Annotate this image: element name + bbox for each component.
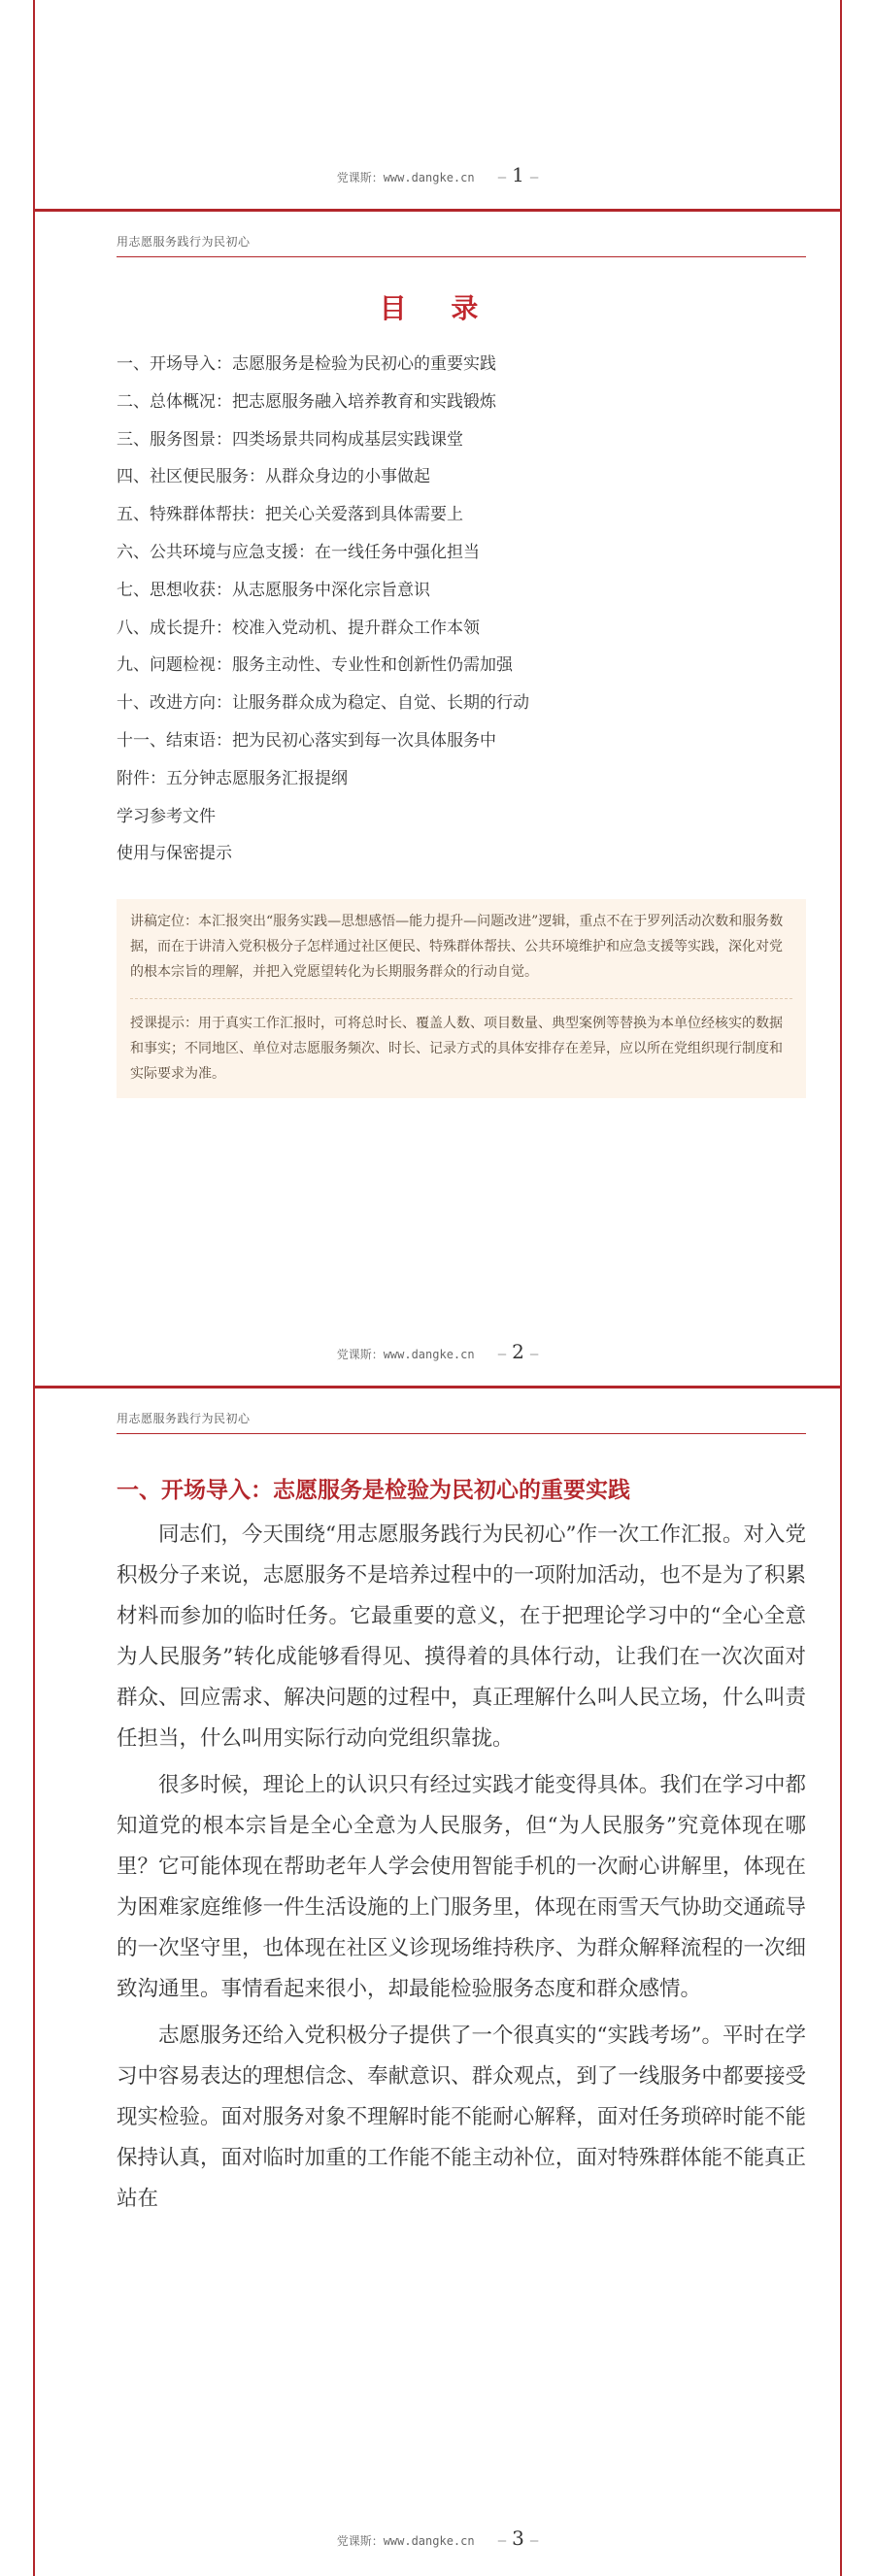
page-3 [33,1388,842,2576]
toc-item[interactable]: 五、特殊群体帮扶：把关心关爱落到具体需要上 [117,505,463,525]
page-number: 3 [512,2526,524,2550]
running-head: 用志愿服务践行为民初心 [117,235,251,249]
toc-item[interactable]: 四、社区便民服务：从群众身边的小事做起 [117,467,430,487]
toc-list [117,346,529,873]
note-tip: 授课提示：用于真实工作汇报时，可将总时长、覆盖人数、项目数量、典型案例等替换为本单位经核实的数据和事实；不同地区、单位对志愿服务频次、时长、记录方式的具体安排存在差异，应以所在党组织现行制度和实际要求为准。 [130,1016,783,1082]
toc-item[interactable]: 六、公共环境与应急支援：在一线任务中强化担当 [117,542,480,562]
page-number: 1 [512,163,524,186]
footer-site: 党课斯：www.dangke.cn [336,171,475,184]
toc-item[interactable]: 学习参考文件 [117,806,216,826]
toc-item[interactable]: 三、服务图景：四类场景共同构成基层实践课堂 [117,429,463,450]
page-footer: 党课斯：www.dangke.cn — 1 — [336,163,539,186]
header-rule [117,1433,806,1434]
page-number: 2 [512,1340,524,1363]
toc-item[interactable]: 二、总体概况：把志愿服务融入培养教育和实践锻炼 [117,391,496,412]
toc-item[interactable]: 附件：五分钟志愿服务汇报提纲 [117,768,348,788]
toc-item[interactable]: 七、思想收获：从志愿服务中深化宗旨意识 [117,580,430,600]
toc-item[interactable]: 十、改进方向：让服务群众成为稳定、自觉、长期的行动 [117,693,529,714]
running-head: 用志愿服务践行为民初心 [117,1412,251,1425]
footer-site: 党课斯：www.dangke.cn [336,1348,475,1361]
body-paragraph: 很多时候，理论上的认识只有经过实践才能变得具体。我们在学习中都知道党的根本宗旨是全心全意为人民服务，但“为人民服务”究竟体现在哪里？它可能体现在帮助老年人学会使用智能手机的一次耐心讲解里，体现在为困难家庭维修一件生活设施的上门服务里，体现在雨雪天气协助交通疏导的一次坚守里，也体现在社区义诊现场维持秩序、为群众解释流程的一次细致沟通里。事情看起来很小，却最能检验服务态度和群众感情。 [117,1773,806,2001]
page-footer: 党课斯：www.dangke.cn — 2 — [336,1340,539,1363]
body-paragraph: 志愿服务还给入党积极分子提供了一个很真实的“实践考场”。平时在学习中容易表达的理想信念、奉献意识、群众观点，到了一线服务中都要接受现实检验。面对服务对象不理解时能不能耐心解释，面对任务琐碎时能不能保持认真，面对临时加重的工作能不能主动补位，面对特殊群体能不能真正站在 [117,2024,806,2211]
toc-item[interactable]: 使用与保密提示 [117,844,232,864]
page-footer: 党课斯：www.dangke.cn — 3 — [336,2526,539,2550]
page-2 [33,212,842,1387]
section-heading: 一、开场导入：志愿服务是检验为民初心的重要实践 [117,1478,630,1503]
footer-site: 党课斯：www.dangke.cn [336,2534,475,2548]
toc-item[interactable]: 一、开场导入：志愿服务是检验为民初心的重要实践 [117,354,496,374]
header-rule [117,256,806,257]
toc-item[interactable]: 九、问题检视：服务主动性、专业性和创新性仍需加强 [117,655,513,676]
note-box [117,899,806,1098]
body-paragraph: 同志们，今天围绕“用志愿服务践行为民初心”作一次工作汇报。对入党积极分子来说，志愿服务不是培养过程中的一项附加活动，也不是为了积累材料而参加的临时任务。它最重要的意义，在于把理论学习中的“全心全意为人民服务”转化成能够看得见、摸得着的具体行动，让我们在一次次面对群众、回应需求、解决问题的过程中，真正理解什么叫人民立场，什么叫责任担当，什么叫用实际行动向党组织靠拢。 [117,1522,806,1751]
section-body [117,1515,806,2225]
toc-item[interactable]: 十一、结束语：把为民初心落实到每一次具体服务中 [117,730,496,751]
page-1 [33,0,842,210]
toc-item[interactable]: 八、成长提升：校准入党动机、提升群众工作本领 [117,618,480,638]
toc-title: 目 录 [379,292,496,324]
note-positioning: 讲稿定位：本汇报突出“服务实践—思想感悟—能力提升—问题改进”逻辑，重点不在于罗列活动次数和服务数据，而在于讲清入党积极分子怎样通过社区便民、特殊群体帮扶、公共环境维护和应急支援等实践，深化对党的根本宗旨的理解，并把入党愿望转化为长期服务群众的行动自觉。 [130,914,784,980]
